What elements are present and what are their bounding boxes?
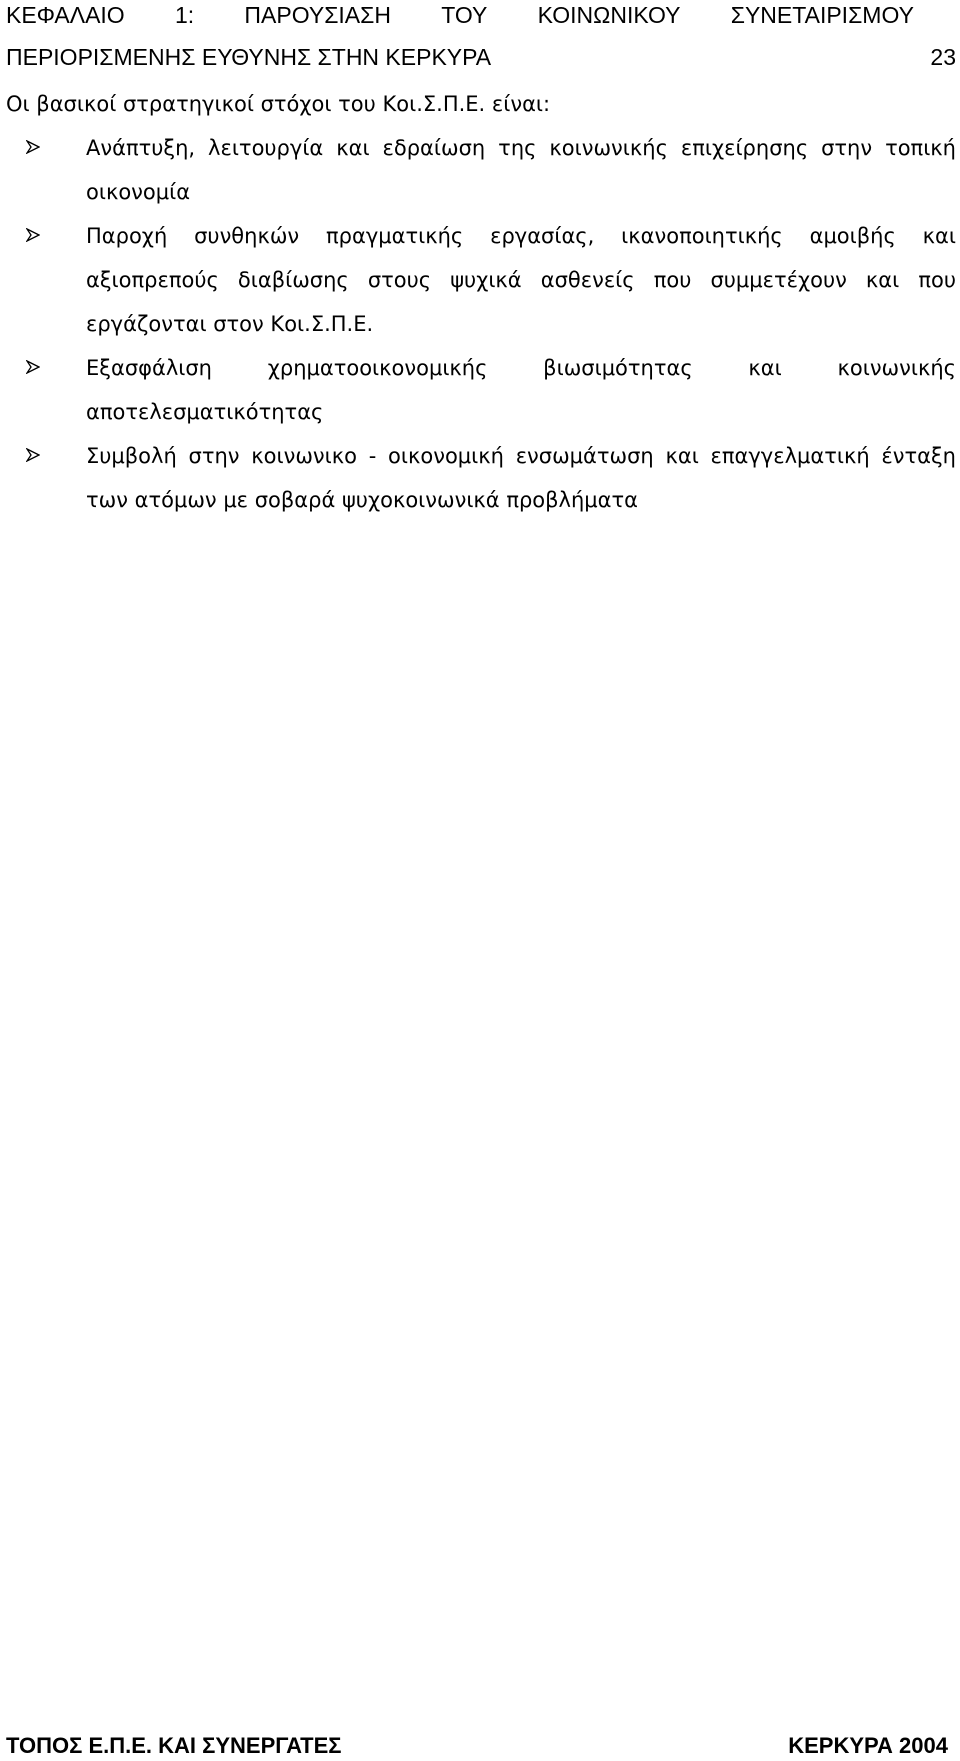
chapter-title-word: ΣΥΝΕΤΑΙΡΙΣΜΟΥ — [730, 2, 914, 28]
page-number: 23 — [930, 44, 956, 70]
list-item — [6, 434, 956, 522]
page-header — [6, 0, 956, 84]
arrowhead-bullet-icon — [26, 140, 40, 154]
chapter-title-word: ΚΟΙΝΩΝΙΚΟΥ — [537, 2, 681, 28]
footer-place-year: ΚΕΡΚΥΡΑ 2004 — [788, 1733, 948, 1758]
chapter-title-word: ΠΑΡΟΥΣΙΑΣΗ — [244, 2, 391, 28]
list-item — [6, 126, 956, 214]
arrowhead-bullet-icon — [26, 448, 40, 462]
arrowhead-bullet-icon — [26, 360, 40, 374]
chapter-subtitle: ΠΕΡΙΟΡΙΣΜΕΝΗΣ ΕΥΘΥΝΗΣ ΣΤΗΝ ΚΕΡΚΥΡΑ — [6, 44, 492, 70]
arrowhead-bullet-icon — [26, 228, 40, 242]
chapter-subtitle-line — [6, 30, 956, 84]
list-item-text: Παροχή συνθηκών πραγματικής εργασίας, ικανοποιητικής αμοιβής και αξιοπρεπούς διαβίωσης στους ψυχικά ασθενείς που συμμετέχουν και που εργάζονται στον Κοι.Σ.Π.Ε. — [86, 224, 956, 336]
intro-paragraph: Οι βασικοί στρατηγικοί στόχοι του Κοι.Σ.Π.Ε. είναι: — [6, 92, 551, 116]
page-body — [6, 82, 956, 522]
list-item-text: Εξασφάλιση χρηματοοικονομικής βιωσιμότητας και κοινωνικής αποτελεσματικότητας — [86, 356, 956, 424]
list-item — [6, 214, 956, 346]
footer-company: ΤΟΠΟΣ Ε.Π.Ε. ΚΑΙ ΣΥΝΕΡΓΑΤΕΣ — [6, 1733, 342, 1758]
chapter-title-word: ΚΕΦΑΛΑΙΟ — [6, 2, 125, 28]
chapter-title-line — [6, 0, 914, 30]
page-footer — [0, 1731, 960, 1761]
chapter-title-word: ΤΟΥ — [441, 2, 488, 28]
list-item-text: Συμβολή στην κοινωνικο - οικονομική ενσωμάτωση και επαγγελματική ένταξη των ατόμων με σοβαρά ψυχοκοινωνικά προβλήματα — [86, 444, 956, 512]
list-item-text: Ανάπτυξη, λειτουργία και εδραίωση της κοινωνικής επιχείρησης στην τοπική οικονομία — [86, 136, 956, 204]
objectives-list — [6, 126, 956, 522]
list-item — [6, 346, 956, 434]
chapter-title-word: 1: — [174, 2, 195, 28]
